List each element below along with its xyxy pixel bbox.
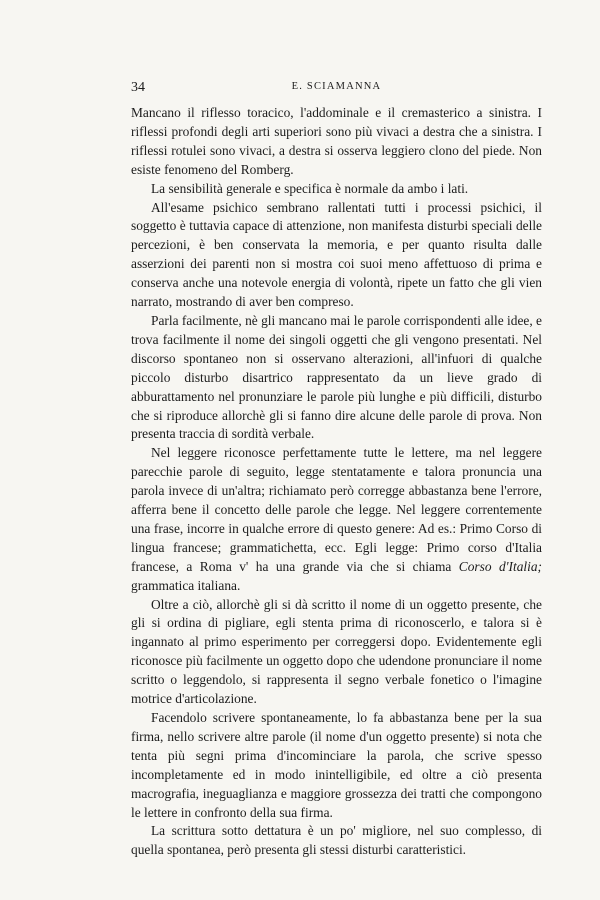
paragraph: Oltre a ciò, allorchè gli si dà scritto il nome di un oggetto presente, che gli si ordina di pigliare, egli stenta prima di riconoscerlo, e talora si è ingannato al primo esperimento per correggersi dopo. Evidentemente egli riconosce più facilmente un oggetto dopo che udendone pronunciare il nome scritto o leggendolo, si rappresenta il segno verbale fonetico o l'imagine motrice d'articolazione. xyxy=(131,596,542,707)
paragraph: Parla facilmente, nè gli mancano mai le parole corrispondenti alle idee, e trova facilmente il nome dei singoli oggetti che gli vengono presentati. Nel discorso spontaneo non si osservano alterazioni, all'infuori di qualche piccolo disturbo disartrico rappresentato da un lieve grado di abburattamento nel pronunziare le parole più lunghe e più difficili, disturbo che si riproduce allorchè gli si fanno dire alcune delle parole di prova. Non presenta traccia di sordità verbale. xyxy=(131,312,542,442)
italic-phrase: Corso d'Italia; xyxy=(458,558,542,574)
paragraph-continued: Mancano il riflesso toracico, l'addominale e il cremasterico a sinistra. I riflessi profondi degli arti superiori sono più vivaci a destra che a sinistra. I riflessi rotulei sono vivaci, a destra si osserva leggiero clono del piede. Non esiste fenomeno del Romberg. xyxy=(131,105,542,177)
paragraph: La scrittura sotto dettatura è un po' migliore, nel suo complesso, di quella spontanea, però presenta gli stessi disturbi caratteristici. xyxy=(131,823,542,858)
body-text xyxy=(131,104,542,860)
page-header xyxy=(131,80,542,100)
paragraph: Facendolo scrivere spontaneamente, lo fa abbastanza bene per la sua firma, nello scrivere altre parole (il nome d'un oggetto presente) si nota che tenta più segni prima d'incominciare la parola, che scrive spesso incompletamente ed in modo inintelligibile, ed oltre a ciò presenta macrografia, ineguaglianza e maggiore grossezza dei tratti che compongono le lettere in confronto della sua firma. xyxy=(131,710,542,820)
page-number: 34 xyxy=(131,80,145,95)
paragraph: Nel leggere riconosce perfettamente tutte le lettere, ma nel leggere parecchie parole di seguito, legge stentatamente e talora pronuncia una parola invece di un'altra; richiamato però corregge abbastanza bene l'errore, afferra bene il concetto delle parole che legge. Nel leggere correntemente una frase, incorre in qualche errore di questo genere: Ad es.: Primo Corso di lingua francese; grammatichetta, ecc. Egli legge: Primo corso d'Italia francese, a Roma v' ha una grande via che si chiama Corso d'Italia; grammatica italiana. xyxy=(131,445,542,593)
paragraph: La sensibilità generale e specifica è normale da ambo i lati. xyxy=(151,180,469,196)
paragraph: All'esame psichico sembrano rallentati tutti i processi psichici, il soggetto è tuttavia capace di attenzione, non manifesta disturbi speciali delle percezioni, è ben conservata la memoria, e per quanto risulta dalle asserzioni dei parenti non si mostra coi suoi meno affettuoso di prima e conserva anche una notevole energia di volontà, ripete un fatto che gli vien narrato, mostrando di aver ben compreso. xyxy=(131,199,542,310)
running-head: E. SCIAMANNA xyxy=(291,81,382,92)
